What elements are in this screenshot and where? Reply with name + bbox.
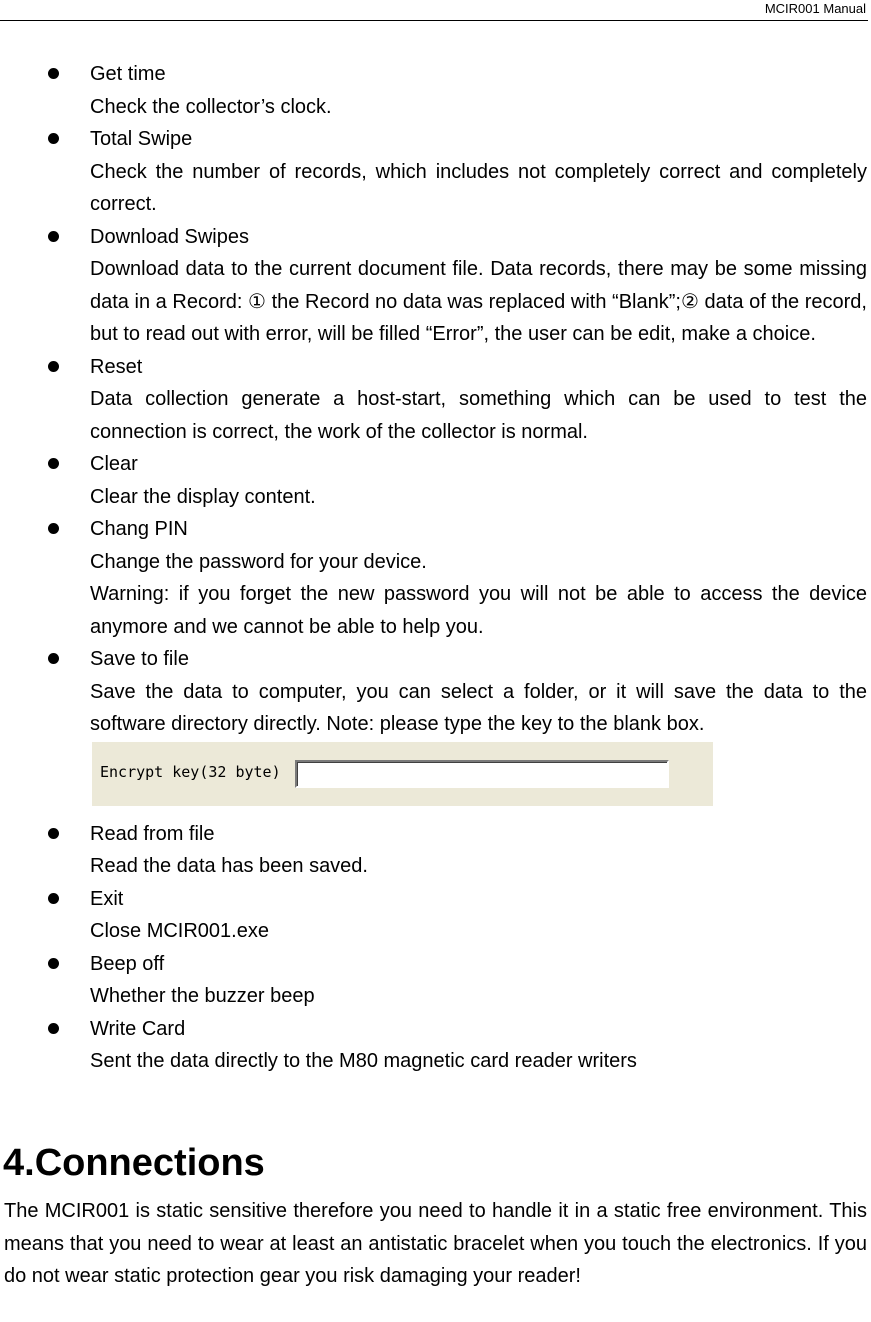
encrypt-key-label: Encrypt key(32 byte) <box>100 762 281 781</box>
item-title: Reset <box>90 355 143 378</box>
item-description: Whether the buzzer beep <box>90 985 315 1007</box>
list-item-write-card <box>0 1013 871 1078</box>
item-title: Chang PIN <box>90 518 188 540</box>
encrypt-key-panel <box>92 742 713 806</box>
item-description: Clear the display content. <box>90 485 316 508</box>
item-title: Write Card <box>90 1017 186 1040</box>
item-title: Get time <box>90 63 166 85</box>
list-item-clear <box>0 448 871 513</box>
item-warning: Warning: if you forget the new password you will not be able to access the device anymore and we cannot be able to help you. <box>90 583 867 638</box>
bullet-icon <box>48 133 59 144</box>
list-item-save-to-file <box>0 643 871 806</box>
list-item-exit <box>0 883 871 948</box>
bullet-icon <box>48 231 59 242</box>
item-description: Sent the data directly to the M80 magnetic card reader writers <box>90 1050 637 1072</box>
item-description: Check the number of records, which includes not completely correct and completely correct. <box>90 160 867 215</box>
item-description: Close MCIR001.exe <box>90 920 269 942</box>
section-body: The MCIR001 is static sensitive therefore you need to handle it in a static free environment. This means that you need to wear at least an antistatic bracelet when you touch the electronics. If you do not wear static protection gear you risk damaging your reader! <box>4 1200 867 1287</box>
header-title: MCIR001 Manual <box>764 1 866 16</box>
section-heading: 4.Connections <box>3 1142 265 1184</box>
bullet-icon <box>48 458 59 469</box>
bullet-icon <box>48 361 59 372</box>
bullet-icon <box>48 893 59 904</box>
page-header <box>0 0 868 21</box>
item-title: Save to file <box>90 648 189 670</box>
item-description: Change the password for your device. <box>90 550 427 573</box>
item-title: Download Swipes <box>90 225 249 248</box>
list-item-beep-off <box>0 948 871 1013</box>
encrypt-key-input[interactable] <box>295 760 669 788</box>
bullet-icon <box>48 68 59 79</box>
bullet-icon <box>48 653 59 664</box>
item-title: Beep off <box>90 952 165 975</box>
list-item-chang-pin <box>0 513 871 643</box>
list-item-get-time <box>0 58 871 123</box>
item-title: Read from file <box>90 822 215 845</box>
bullet-icon <box>48 1023 59 1034</box>
item-title: Exit <box>90 887 124 910</box>
item-description: Save the data to computer, you can select a folder, or it will save the data to the software directory directly. Note: please type the key to the blank box. <box>90 680 867 735</box>
bullet-icon <box>48 523 59 534</box>
item-description: Check the collector’s clock. <box>90 95 332 118</box>
bullet-icon <box>48 958 59 969</box>
item-title: Total Swipe <box>90 128 193 150</box>
item-title: Clear <box>90 453 138 475</box>
feature-list <box>0 58 871 1078</box>
list-item-reset <box>0 351 871 449</box>
item-description: Data collection generate a host-start, something which can be used to test the connection is correct, the work of the collector is normal. <box>90 388 867 443</box>
list-item-read-from-file <box>0 818 871 883</box>
bullet-icon <box>48 828 59 839</box>
list-item-total-swipe <box>0 123 871 221</box>
item-description: Download data to the current document file. Data records, there may be some missing data in a Record: ① the Record no data was replaced with “Blank”;② data of the record, but to read out with error, will be filled “Error”, the user can be edit, make a choice. <box>90 258 867 345</box>
item-description: Read the data has been saved. <box>90 855 368 877</box>
list-item-download-swipes <box>0 221 871 351</box>
